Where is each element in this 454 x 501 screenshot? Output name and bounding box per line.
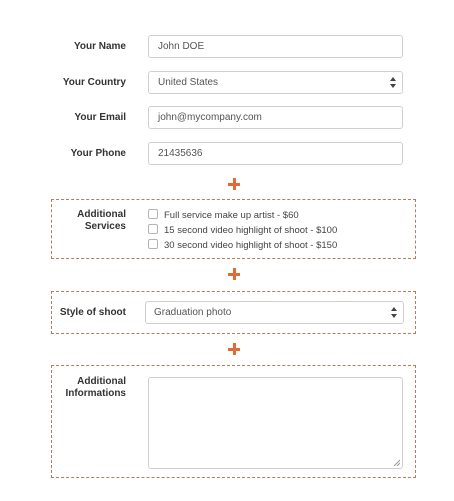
service-option-video-30[interactable] [148,239,337,252]
service-option-label: 30 second video highlight of shoot - $150 [164,240,338,251]
add-services-plus-icon[interactable] [228,178,240,190]
info-label-line1: Additional [77,376,126,387]
checkbox[interactable] [148,224,158,234]
name-value: John DOE [158,41,205,52]
info-label-line2: Informations [65,388,126,399]
checkbox[interactable] [148,239,158,249]
service-option-makeup[interactable] [148,209,299,222]
email-value: john@mycompany.com [158,112,262,123]
select-arrows-icon [391,307,397,318]
name-label: Your Name [73,41,126,52]
services-label [40,209,126,233]
info-textarea[interactable] [148,377,403,469]
service-option-video-15[interactable] [148,224,337,237]
add-style-plus-icon[interactable] [228,268,240,280]
style-value: Graduation photo [154,307,232,318]
style-label: Style of shoot [59,307,126,318]
email-label: Your Email [74,112,126,123]
style-select[interactable] [145,301,404,324]
service-option-label: Full service make up artist - $60 [164,210,299,221]
phone-value: 21435636 [158,148,203,159]
phone-input[interactable] [148,142,403,165]
checkbox[interactable] [148,209,158,219]
add-info-plus-icon[interactable] [228,343,240,355]
country-value: United States [158,77,219,88]
country-select[interactable] [148,71,403,94]
resize-grip-icon[interactable] [393,459,400,466]
service-option-label: 15 second video highlight of shoot - $100 [164,225,338,236]
country-label: Your Country [62,77,126,88]
name-input[interactable] [148,35,403,58]
services-label-line2: Services [84,221,126,232]
info-label [40,376,126,400]
select-arrows-icon [390,77,396,88]
email-input[interactable] [148,106,403,129]
phone-label: Your Phone [70,148,126,159]
services-label-line1: Additional [77,209,126,220]
